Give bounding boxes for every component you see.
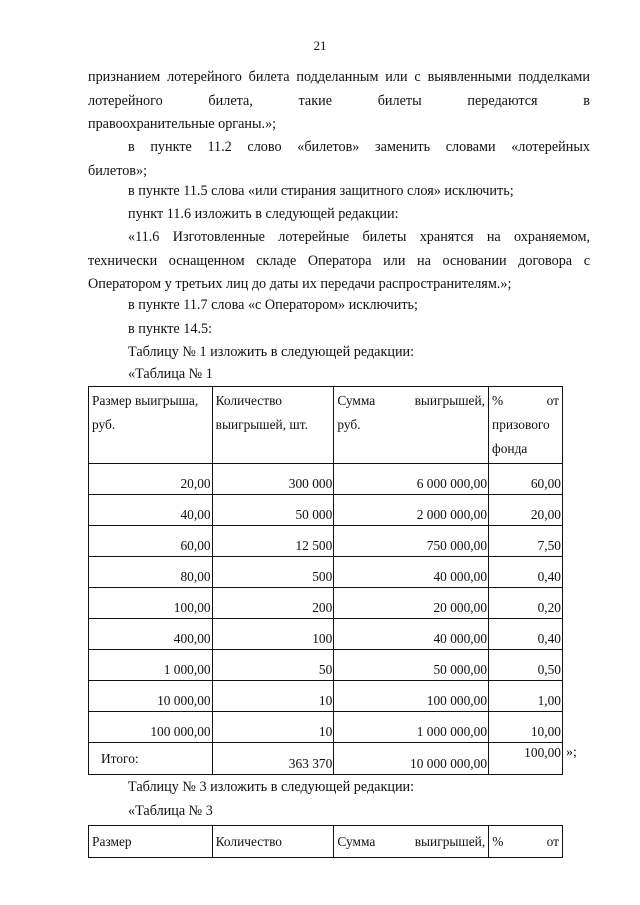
header-pct-word-3: призового фонда <box>492 417 550 456</box>
table-3-header-sum <box>334 826 489 858</box>
paragraph-5 <box>88 226 590 297</box>
table-3-pct-word-2: от <box>546 833 559 849</box>
total-count: 363 370 <box>212 743 334 775</box>
cell-size: 40,00 <box>89 495 213 526</box>
cell-count: 300 000 <box>212 464 334 495</box>
table-row <box>89 619 563 650</box>
cell-count: 100 <box>212 619 334 650</box>
table-row <box>89 650 563 681</box>
cell-sum: 40 000,00 <box>334 619 489 650</box>
table-1 <box>88 386 563 775</box>
table-1-header-row <box>89 387 563 464</box>
cell-percent: 60,00 <box>489 464 563 495</box>
total-sum: 10 000 000,00 <box>334 743 489 775</box>
table-1-closing: »; <box>566 745 577 760</box>
table-3-caption: «Таблица № 3 <box>128 803 213 819</box>
paragraph-6: в пункте 11.7 слова «с Оператором» исключить; <box>128 297 418 313</box>
paragraph-2 <box>88 136 590 183</box>
cell-sum: 1 000 000,00 <box>334 712 489 743</box>
paragraph-5-text: «11.6 Изготовленные лотерейные билеты хранятся на охраняемом, технически оснащенном складе Оператора или на основании договора с <box>88 229 590 269</box>
total-label: Итого: <box>89 743 213 775</box>
paragraph-1-text: признанием лотерейного билета подделанным или с выявленными подделками лотерейного билета, такие билеты передаются в <box>88 69 590 109</box>
cell-percent: 1,00 <box>489 681 563 712</box>
table-3-header-count: Количество <box>212 826 334 858</box>
table-3 <box>88 825 563 858</box>
cell-size: 1 000,00 <box>89 650 213 681</box>
table-row <box>89 526 563 557</box>
paragraph-5-end: Оператором у третьих лиц до даты их передачи распространителям.»; <box>88 276 512 292</box>
header-percent-of-fund <box>489 387 563 464</box>
header-prize-count: Количество выигрышей, шт. <box>212 387 334 464</box>
table-row <box>89 495 563 526</box>
cell-size: 400,00 <box>89 619 213 650</box>
cell-sum: 6 000 000,00 <box>334 464 489 495</box>
table-row <box>89 681 563 712</box>
paragraph-2-end: билетов»; <box>88 162 148 179</box>
cell-percent: 20,00 <box>489 495 563 526</box>
paragraph-1 <box>88 66 590 137</box>
cell-sum: 20 000,00 <box>334 588 489 619</box>
table-3-sum-word-1: Сумма <box>337 833 376 849</box>
total-percent: 100,00 <box>489 743 563 775</box>
table-row <box>89 557 563 588</box>
header-pct-word-2: от <box>546 393 559 408</box>
cell-size: 10 000,00 <box>89 681 213 712</box>
cell-count: 10 <box>212 681 334 712</box>
cell-percent: 0,50 <box>489 650 563 681</box>
table-3-pct-word-1: % <box>492 833 504 849</box>
paragraph-1-end: правоохранительные органы.»; <box>88 116 277 132</box>
header-sum-word-1: Сумма <box>337 393 376 408</box>
paragraph-8: Таблицу № 1 изложить в следующей редакции: <box>128 344 415 360</box>
table-3-header-percent <box>489 826 563 858</box>
table-3-header-row <box>89 826 563 858</box>
cell-count: 50 000 <box>212 495 334 526</box>
paragraph-7: в пункте 14.5: <box>128 321 213 337</box>
header-prize-sum <box>334 387 489 464</box>
page-number: 21 <box>313 38 327 53</box>
cell-size: 100 000,00 <box>89 712 213 743</box>
paragraph-4: пункт 11.6 изложить в следующей редакции: <box>128 206 399 222</box>
paragraph-2-text: в пункте 11.2 слово «билетов» заменить словами «лотерейных <box>128 139 590 155</box>
cell-size: 100,00 <box>89 588 213 619</box>
cell-percent: 10,00 <box>489 712 563 743</box>
cell-percent: 0,40 <box>489 557 563 588</box>
cell-size: 80,00 <box>89 557 213 588</box>
cell-sum: 100 000,00 <box>334 681 489 712</box>
cell-count: 500 <box>212 557 334 588</box>
cell-count: 12 500 <box>212 526 334 557</box>
table-3-header-size: Размер <box>89 826 213 858</box>
paragraph-9: Таблицу № 3 изложить в следующей редакции: <box>128 779 415 795</box>
table-row <box>89 712 563 743</box>
cell-percent: 0,40 <box>489 619 563 650</box>
cell-sum: 2 000 000,00 <box>334 495 489 526</box>
cell-count: 200 <box>212 588 334 619</box>
table-row <box>89 588 563 619</box>
paragraph-3: в пункте 11.5 слова «или стирания защитного слоя» исключить; <box>128 183 514 199</box>
header-sum-word-3: руб. <box>337 417 361 432</box>
cell-size: 60,00 <box>89 526 213 557</box>
header-pct-word-1: % <box>492 393 504 408</box>
header-prize-size: Размер выигрыша, руб. <box>89 387 213 464</box>
cell-percent: 0,20 <box>489 588 563 619</box>
header-sum-word-2: выигрышей, <box>414 393 486 408</box>
cell-count: 10 <box>212 712 334 743</box>
table-row <box>89 464 563 495</box>
table-total-row <box>89 743 563 775</box>
table-3-sum-word-2: выигрышей, <box>414 833 486 849</box>
cell-percent: 7,50 <box>489 526 563 557</box>
cell-sum: 50 000,00 <box>334 650 489 681</box>
cell-sum: 750 000,00 <box>334 526 489 557</box>
cell-count: 50 <box>212 650 334 681</box>
cell-sum: 40 000,00 <box>334 557 489 588</box>
table-1-caption: «Таблица № 1 <box>128 366 213 382</box>
cell-size: 20,00 <box>89 464 213 495</box>
